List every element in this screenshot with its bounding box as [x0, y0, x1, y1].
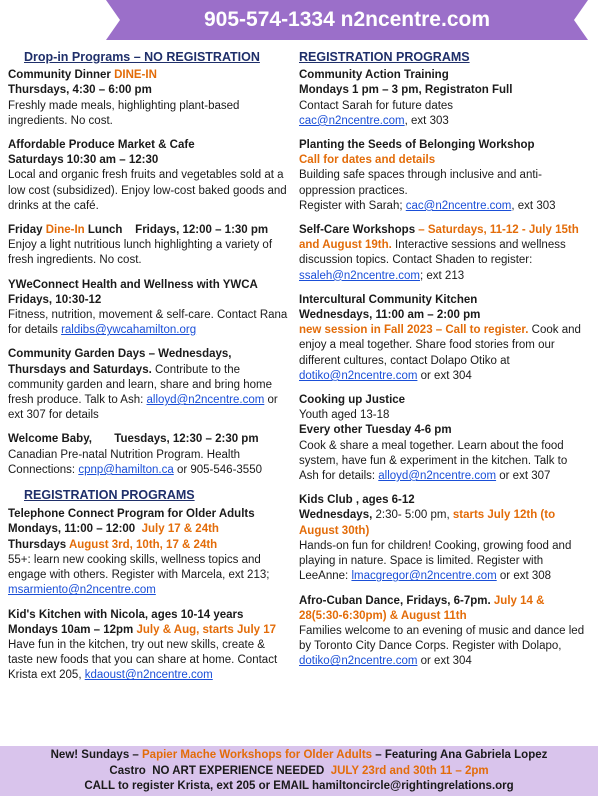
- program-desc: Contribute to the community garden and learn, share and bring home fresh produce. Talk to Ash:: [8, 363, 273, 407]
- program-title: Affordable Produce Market & Cafe: [8, 139, 195, 152]
- program-title: Cooking up Justice: [299, 394, 406, 407]
- program-title: YWeConnect Health and Wellness with YWCA: [8, 278, 258, 291]
- header-contact: 905-574-1334 n2ncentre.com: [204, 8, 490, 31]
- program-dates: starts July 12th (to August 30th): [299, 509, 556, 537]
- footer-featuring: – Featuring Ana Gabriela Lopez: [372, 749, 548, 761]
- program-contact-ext: ; ext 213: [420, 269, 465, 282]
- program-kids-club: [299, 493, 589, 584]
- email-link[interactable]: lmacgregor@n2ncentre.com: [351, 570, 497, 583]
- program-tag: DINE-IN: [114, 69, 157, 82]
- program-contact-ext: , ext 303: [511, 199, 556, 212]
- program-title: Kid's Kitchen with Nicola, ages 10-14 years: [8, 608, 244, 621]
- registration-left-title: REGISTRATION PROGRAMS: [24, 488, 195, 503]
- program-yweconnect: [8, 278, 292, 339]
- program-produce-market: [8, 138, 292, 214]
- program-when: Mondays 1 pm – 3 pm, Registraton Full: [299, 84, 513, 97]
- program-when: Thursdays, 4:30 – 6:00 pm: [8, 84, 152, 97]
- program-dates: August 3rd, 10th, 17 & 24th: [68, 538, 218, 551]
- program-title: Community Action Training: [299, 69, 449, 82]
- dropin-title: Drop-in Programs – NO REGISTRATION: [24, 50, 260, 64]
- program-desc: Canadian Pre-natal Nutrition Program. Health Connections:: [8, 448, 241, 476]
- program-desc: Building safe spaces through inclusive and anti-oppression practices.: [299, 169, 542, 197]
- program-tag: Dine-In: [45, 224, 85, 237]
- program-when: Wednesdays, 11:00 am – 2:00 pm: [299, 309, 481, 322]
- footer-dates: JULY 23rd and 30th 11 – 2pm: [330, 764, 489, 777]
- program-desc: Families welcome to an evening of music and dance led by Toronto City Dance Corps. Register with Dolapo,: [299, 624, 585, 653]
- program-afro-cuban-dance: [299, 594, 589, 670]
- program-when: Lunch Fridays, 12:00 – 1:30 pm: [84, 224, 269, 237]
- program-title: Afro-Cuban Dance, Fridays, 6-7pm.: [299, 594, 494, 607]
- program-friday-lunch: [8, 223, 292, 269]
- program-desc: Hands-on fun for children! Cooking, growing food and playing in nature. Space is limited. Register with LeeAnne:: [299, 539, 572, 583]
- program-title: Friday: [8, 224, 46, 237]
- program-when: Every other Tuesday 4-6 pm: [299, 424, 452, 437]
- program-desc: Local and organic fresh fruits and vegetables sold at a low cost (subsidized). Enjoy low-cost baked goods and drinks at the café.: [8, 169, 287, 212]
- program-desc: Fitness, nutrition, movement & self-care. Contact Rana for details: [8, 309, 288, 337]
- program-desc: Interactive sessions and wellness discussion topics. Contact Shaden to register:: [299, 239, 566, 267]
- footer-artist: Castro NO ART EXPERIENCE NEEDED: [109, 764, 331, 777]
- left-column: [8, 50, 292, 693]
- program-title: Community Garden Days – Wednesdays, Thursdays and Saturdays.: [8, 348, 232, 376]
- program-desc: Have fun in the kitchen, try out new skills, create & taste new foods that you can share at home. Contact Krista ext 205,: [8, 638, 278, 682]
- program-when: Fridays, 10:30-12: [8, 293, 102, 306]
- program-contact-ext: or ext 307 for details: [8, 394, 278, 422]
- program-title: Self-Care Workshops: [299, 224, 419, 237]
- program-desc: Cook and enjoy a meal together. Share food stories from our different cultures, contact Dolapo Otiko at: [299, 324, 581, 367]
- program-when: Saturdays 10:30 am – 12:30: [8, 154, 159, 167]
- program-kids-kitchen: [8, 608, 292, 684]
- program-desc: Freshly made meals, highlighting plant-based ingredients. No cost.: [8, 99, 240, 127]
- program-dates: new session in Fall 2023 – Call to register.: [299, 324, 529, 337]
- program-desc: Contact Sarah for future dates: [299, 99, 454, 112]
- program-dates: July 14 & 28(5:30-6:30pm) & August 11th: [299, 594, 545, 622]
- program-when: Mondays 10am – 12pm: [8, 623, 137, 636]
- right-column: [299, 50, 589, 679]
- email-link[interactable]: cpnp@hamilton.ca: [78, 463, 174, 476]
- program-community-dinner: [8, 68, 292, 129]
- email-link[interactable]: cac@n2ncentre.com: [405, 199, 512, 212]
- program-desc: Enjoy a light nutritious lunch highlighting a variety of fresh ingredients. No cost.: [8, 239, 273, 267]
- program-dates: Call for dates and details: [299, 154, 436, 167]
- header-banner: [120, 0, 574, 40]
- program-desc: Cook & share a meal together. Learn about the food system, have fun & experiment in the kitchen. Talk to Ash for details:: [299, 439, 568, 483]
- program-dates: July & Aug, starts July 17: [136, 623, 277, 636]
- email-link[interactable]: alloyd@n2ncentre.com: [146, 394, 265, 407]
- program-desc: 55+: learn new cooking skills, wellness topics and engage with others. Register with Marcela, ext 213;: [8, 553, 270, 582]
- footer-workshop-name: Papier Mache Workshops for Older Adults: [142, 749, 373, 761]
- program-dates: July 17 & 24th: [141, 523, 219, 536]
- footer-register: CALL to register Krista, ext 205 or EMAIL hamiltoncircle@rightingrelations.org: [84, 780, 514, 792]
- program-when: Wednesdays,: [299, 509, 376, 522]
- program-cooking-justice: [299, 393, 589, 484]
- program-intercultural-kitchen: [299, 293, 589, 384]
- email-link[interactable]: alloyd@n2ncentre.com: [378, 470, 497, 483]
- program-contact-ext: or ext 308: [496, 570, 552, 583]
- program-audience: Youth aged 13-18: [299, 409, 390, 422]
- program-when: Mondays, 11:00 – 12:00: [8, 523, 142, 536]
- email-link[interactable]: ssaleh@n2ncentre.com: [299, 269, 420, 282]
- program-title: Intercultural Community Kitchen: [299, 293, 478, 306]
- program-self-care: [299, 223, 589, 284]
- program-planting-seeds: [299, 138, 589, 214]
- program-contact-ext: or ext 307: [496, 470, 551, 483]
- program-contact-ext: or 905-546-3550: [173, 463, 262, 476]
- footer-banner: [0, 746, 598, 796]
- email-link[interactable]: dotiko@n2ncentre.com: [299, 369, 418, 382]
- program-time: 2:30- 5:00 pm,: [375, 509, 453, 522]
- email-link[interactable]: dotiko@n2ncentre.com: [299, 655, 418, 668]
- program-when: Thursdays: [8, 538, 69, 551]
- program-title: Community Dinner: [8, 69, 115, 82]
- program-desc: Register with Sarah;: [299, 199, 406, 212]
- program-title: Welcome Baby, Tuesdays, 12:30 – 2:30 pm: [8, 433, 259, 446]
- email-link[interactable]: msarmiento@n2ncentre.com: [8, 584, 156, 597]
- program-title: Kids Club , ages 6-12: [299, 494, 415, 507]
- registration-right-title: REGISTRATION PROGRAMS: [299, 50, 470, 64]
- program-contact-ext: or ext 304: [417, 369, 472, 382]
- program-title: Planting the Seeds of Belonging Workshop: [299, 139, 535, 152]
- footer-intro: New! Sundays –: [50, 749, 143, 761]
- program-contact-ext: , ext 303: [404, 114, 449, 127]
- program-contact-ext: or ext 304: [417, 655, 472, 668]
- email-link[interactable]: cac@n2ncentre.com: [299, 114, 405, 127]
- program-telephone-connect: [8, 507, 292, 598]
- email-link[interactable]: raldibs@ywcahamilton.org: [61, 324, 197, 337]
- program-welcome-baby: [8, 432, 292, 478]
- program-community-action: [299, 68, 589, 129]
- email-link[interactable]: kdaoust@n2ncentre.com: [84, 669, 213, 682]
- program-dates: – Saturdays, 11-12 - July 15th and August 19th.: [299, 224, 579, 252]
- program-title: Telephone Connect Program for Older Adults: [8, 508, 255, 521]
- program-garden-days: [8, 347, 292, 423]
